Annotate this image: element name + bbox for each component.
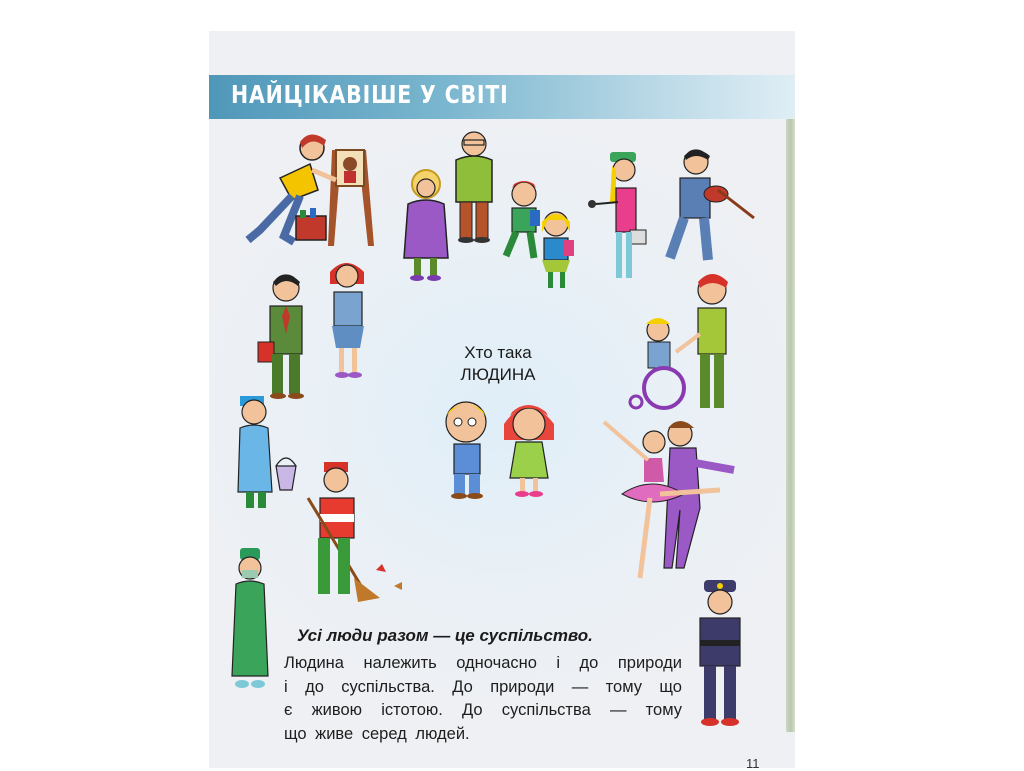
grandmother-illustration [398,170,454,282]
section-banner [209,75,795,119]
body-line-2: і до суспільства. До природи — тому що [284,677,682,696]
body-line-1: Людина належить одночасно і до природи [284,654,682,672]
page-edge-shadow [786,92,795,732]
page-number: 11 [746,756,760,771]
cleaner-illustration [226,392,302,516]
businessman-illustration [256,272,320,402]
center-heading [430,342,566,386]
girl-illustration [498,398,560,502]
center-heading-line2: ЛЮДИНА [460,365,536,384]
body-paragraph [284,652,682,746]
surgeon-illustration [228,544,274,692]
section-title: НАЙЦІКАВІШЕ У СВІТІ [231,80,509,109]
summary-sentence: Усі люди разом — це суспільство. [297,626,593,645]
body-line-4: що живе серед людей. [284,724,470,743]
painter-illustration [240,130,380,250]
ballet-dancers-illustration [600,418,736,582]
boy-illustration [438,398,498,502]
police-officer-illustration [690,578,750,728]
violinist-illustration [660,148,756,266]
teacher-illustration [316,256,382,380]
grandfather-illustration [450,130,498,246]
body-line-3: є живою істотою. До суспільства — тому [284,701,682,719]
reporter-illustration [584,152,650,284]
schoolgirl-illustration [534,210,580,294]
center-heading-line1: Хто така [464,343,532,362]
janitor-sweeping-illustration [296,458,412,604]
caregiver-wheelchair-illustration [624,272,740,416]
